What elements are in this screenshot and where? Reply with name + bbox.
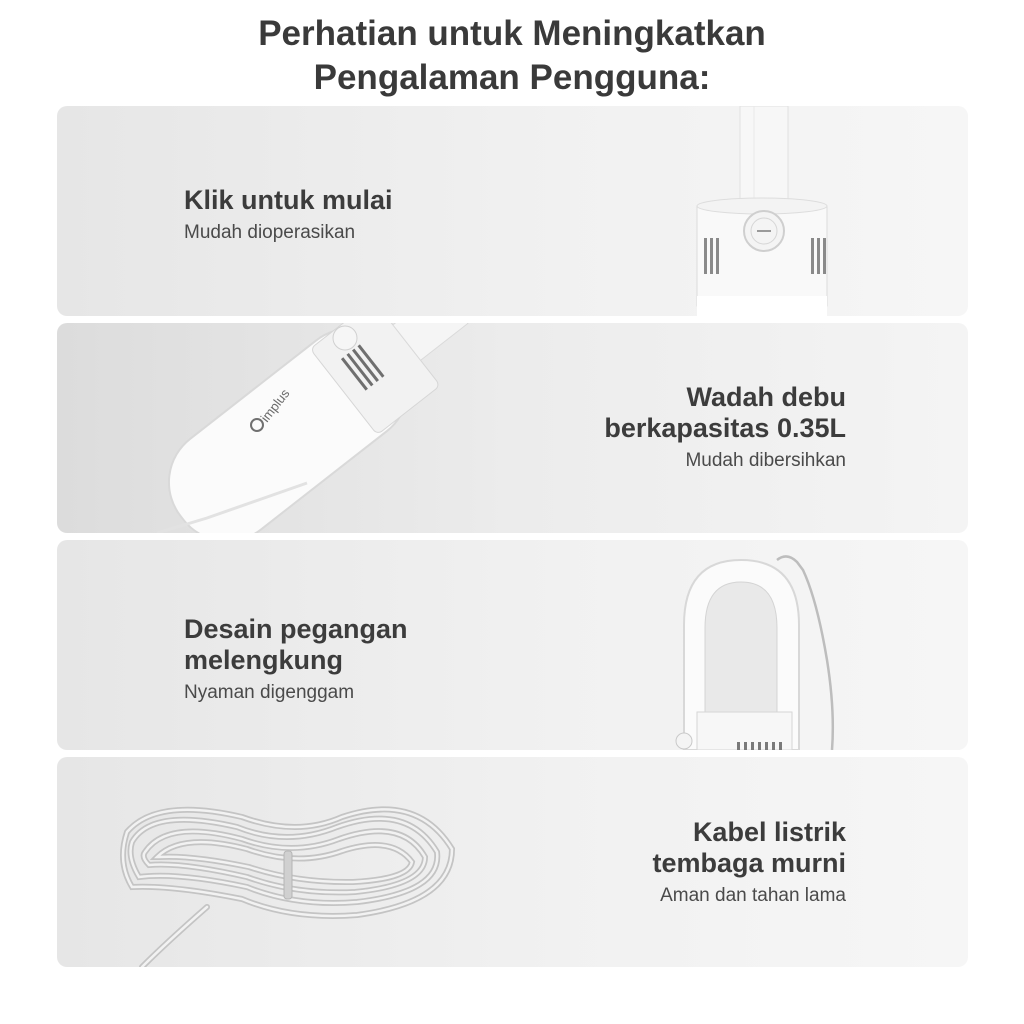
feature-heading: melengkung	[184, 645, 344, 675]
feature-heading: tembaga murni	[652, 848, 846, 878]
feature-heading: Kabel listrik	[692, 817, 846, 847]
feature-text-power-cable	[652, 817, 846, 908]
feature-subtitle: Mudah dioperasikan	[184, 222, 356, 243]
page-title-line-1: Perhatian untuk Meningkatkan	[258, 14, 766, 53]
feature-text-curved-handle	[184, 614, 408, 705]
feature-subtitle: Aman dan tahan lama	[660, 885, 846, 906]
feature-subtitle: Nyaman digenggam	[184, 682, 355, 703]
feature-card-dust-container	[57, 323, 968, 533]
page-title-line-2: Pengalaman Pengguna:	[313, 58, 711, 97]
feature-heading: Wadah debu	[686, 382, 846, 412]
feature-card-curved-handle	[57, 540, 968, 750]
feature-text-power-button	[184, 185, 393, 245]
feature-card-power-cable	[57, 757, 968, 967]
feature-heading: berkapasitas 0.35L	[604, 413, 846, 443]
feature-card-power-button	[57, 106, 968, 316]
feature-heading: Desain pegangan	[184, 614, 408, 644]
feature-subtitle: Mudah dibersihkan	[685, 450, 846, 471]
brand-logo-text: implus	[257, 386, 293, 425]
feature-text-dust-container	[604, 382, 846, 473]
page-title	[0, 12, 1024, 100]
feature-heading: Klik untuk mulai	[184, 185, 393, 215]
